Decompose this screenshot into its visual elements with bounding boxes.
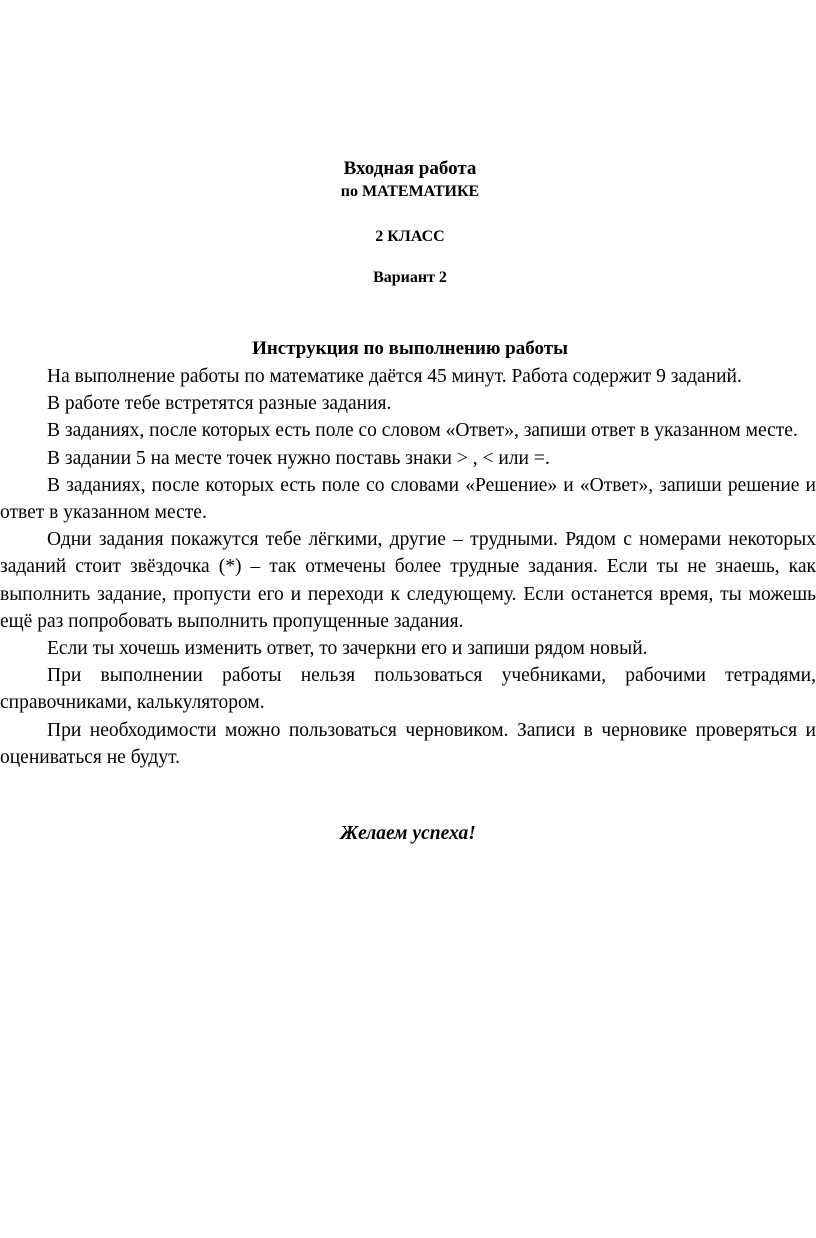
document-subject: по МАТЕМАТИКЕ — [340, 183, 480, 200]
paragraph-solution-field: В заданиях, после которых есть поле со словами «Решение» и «Ответ», запиши решение и ответ в указанном месте. — [0, 474, 816, 524]
paragraph-change-answer: Если ты хочешь изменить ответ, то зачеркни его и запиши рядом новый. — [47, 638, 648, 660]
instructions-heading: Инструкция по выполнению работы — [252, 338, 568, 359]
document-grade: 2 КЛАСС — [375, 228, 445, 245]
instructions-body — [0, 363, 816, 771]
paragraph-variety: В работе тебе встретятся разные задания. — [47, 393, 392, 415]
closing-wish: Желаем успеха! — [340, 823, 476, 844]
paragraph-answer-field: В заданиях, после которых есть поле со словом «Ответ», запиши ответ в указанном месте. — [47, 420, 798, 442]
document-title: Входная работа — [343, 158, 477, 179]
document-variant: Вариант 2 — [373, 269, 447, 286]
paragraph-difficulty: Одни задания покажутся тебе лёгкими, другие – трудными. Рядом с номерами некоторых заданий стоит звёздочка (*) – так отмечены более трудные задания. Если ты не знаешь, как выполнить задание, пропусти его и переходи к следующему. Если останется время, ты можешь ещё раз попробовать выполнить пропущенные задания. — [0, 529, 816, 632]
paragraph-task-5: В задании 5 на месте точек нужно поставь знаки > , < или =. — [47, 447, 550, 469]
paragraph-time: На выполнение работы по математике даётся 45 минут. Работа содержит 9 заданий. — [47, 366, 742, 387]
paragraph-draft: При необходимости можно пользоваться черновиком. Записи в черновике проверяться и оцениваться не будут. — [0, 719, 816, 768]
paragraph-no-aids: При выполнении работы нельзя пользоваться учебниками, рабочими тетрадями, справочниками, калькулятором. — [0, 665, 816, 714]
